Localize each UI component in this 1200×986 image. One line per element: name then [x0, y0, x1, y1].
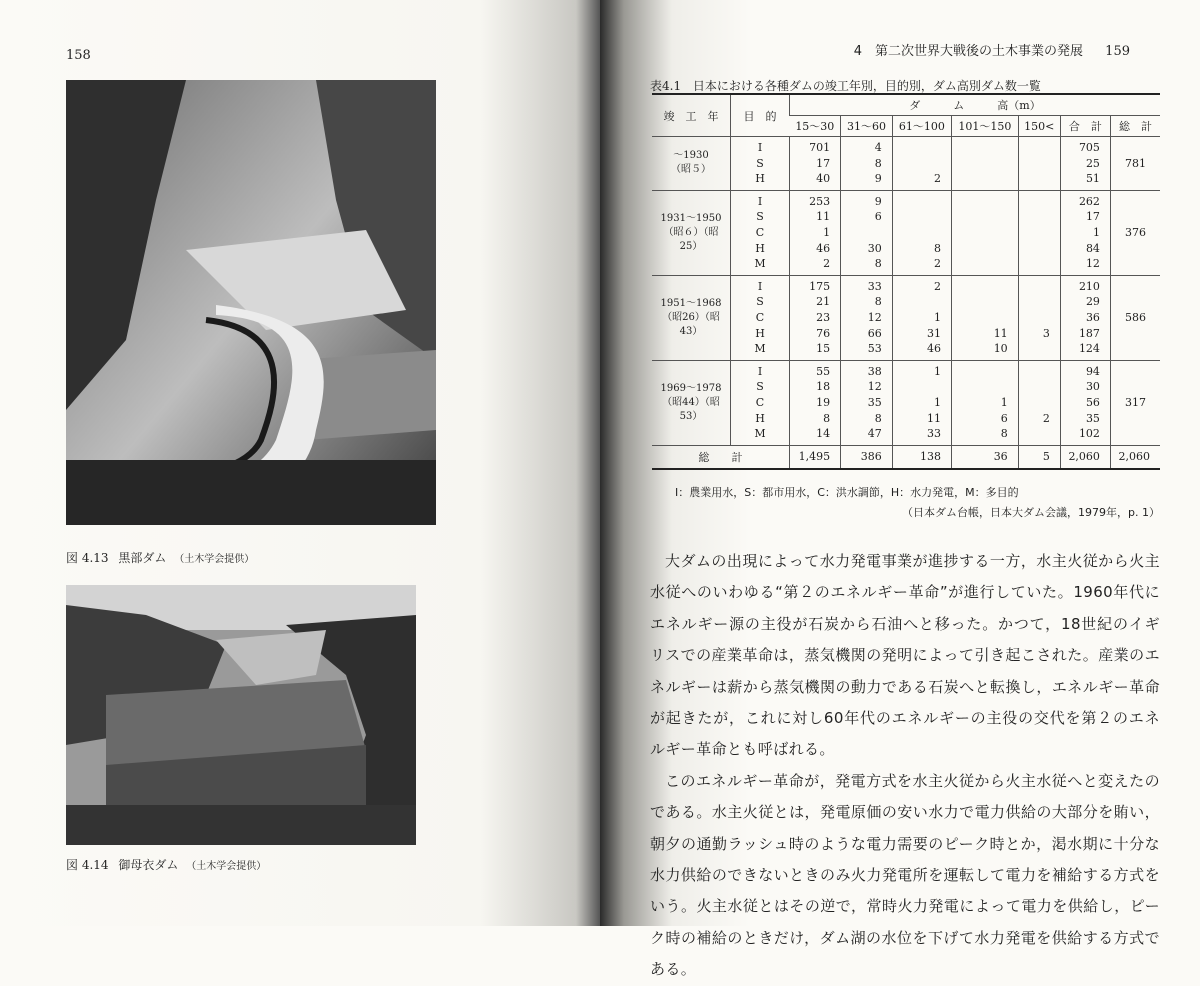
- figure-title: 御母衣ダム: [118, 858, 179, 872]
- cell-period: 1969～1978 （昭44）（昭53）: [652, 360, 731, 445]
- miboro-dam-image: [66, 585, 416, 845]
- header-purpose: 目 的: [731, 94, 790, 137]
- header-height-col: 101～150: [951, 116, 1018, 137]
- left-page: [0, 0, 600, 926]
- figure-number: 図 4.13: [66, 551, 109, 565]
- cell-grand-total: 586: [1110, 275, 1160, 360]
- table-source: （日本ダム台帳，日本大ダム会議，1979年，p. 1）: [902, 506, 1160, 519]
- table-total-row: [652, 445, 1160, 469]
- cell-count: 1 6 8: [951, 360, 1018, 445]
- table-title-text: 日本における各種ダムの竣工年別，目的別，ダム高別ダム数一覧: [692, 79, 1041, 93]
- cell-purpose: I S H: [731, 137, 790, 191]
- figure-source: （土木学会提供）: [186, 861, 267, 872]
- table-row-group: [652, 190, 1160, 275]
- table-row-group: [652, 137, 1160, 191]
- paragraph: このエネルギー革命が，発電方式を水主火従から火主水従へと変えたのである。水主火従とは，発電原価の安い水力で電力供給の大部分を賄い，朝夕の通勤ラッシュ時のような電力需要のピーク時とか，渇水期に十分な水力供給のできないときのみ火力発電所を運転して電力を補給する方式をいう。火主水従とはその逆で，常時火力発電によって電力を供給し，ピーク時の補給のときだけ，ダム湖の水位を下げて水力発電を供給する方式である。: [650, 771, 1160, 979]
- table-row-group: [652, 360, 1160, 445]
- header-height-col: 31～60: [841, 116, 893, 137]
- cell-count: 94 30 56 35 102: [1060, 360, 1110, 445]
- left-page-number: 158: [66, 48, 91, 63]
- figure-source: （土木学会提供）: [174, 554, 255, 565]
- cell-count: 262 17 1 84 12: [1060, 190, 1110, 275]
- header-subtotal: 合 計: [1060, 116, 1110, 137]
- running-head: [854, 40, 1130, 59]
- cell-count: 2: [1018, 360, 1060, 445]
- running-head-title: 4 第二次世界大戦後の土木事業の発展: [853, 44, 1084, 59]
- cell-count: 38 12 35 8 47: [841, 360, 893, 445]
- cell-count: 3: [1018, 275, 1060, 360]
- cell-count: 210 29 36 187 124: [1060, 275, 1110, 360]
- total-value: 5: [1018, 445, 1060, 469]
- kurobe-dam-photo: [66, 80, 436, 525]
- header-height-col: 61～100: [892, 116, 951, 137]
- cell-count: 2: [892, 137, 951, 191]
- kurobe-dam-image: [66, 80, 436, 525]
- cell-count: 175 21 23 76 15: [790, 275, 841, 360]
- figure-title: 黒部ダム: [118, 551, 167, 565]
- header-height-col: 150<: [1018, 116, 1060, 137]
- dam-count-table: [652, 93, 1160, 470]
- cell-count: 4 8 9: [841, 137, 893, 191]
- cell-count: 9 6 30 8: [841, 190, 893, 275]
- cell-count: 701 17 40: [790, 137, 841, 191]
- paragraph: 大ダムの出現によって水力発電事業が進捗する一方，水主火従から火主水従へのいわゆる“第２のエネルギー革命”が進行していた。1960年代にエネルギー源の主役が石炭から石油へと移った。かつて，18世紀のイギリスでの産業革命は，蒸気機関の発明によって引き起こされた。産業のエネルギーは薪から蒸気機関の動力である石炭へと転換し，エネルギー革命が起きたが，これに対し60年代のエネルギーの主役の交代を第２のエネルギー革命とも呼ばれる。: [650, 552, 1160, 759]
- cell-count: [1018, 137, 1060, 191]
- body-text: [650, 546, 1160, 986]
- right-page-number: 159: [1105, 44, 1130, 59]
- cell-count: 8 2: [892, 190, 951, 275]
- cell-count: 55 18 19 8 14: [790, 360, 841, 445]
- cell-purpose: I S C H M: [731, 275, 790, 360]
- header-height-col: 15～30: [790, 116, 841, 137]
- cell-count: 11 10: [951, 275, 1018, 360]
- total-value: 1,495: [790, 445, 841, 469]
- table-body: [652, 137, 1160, 469]
- cell-purpose: I S C H M: [731, 190, 790, 275]
- cell-count: 33 8 12 66 53: [841, 275, 893, 360]
- miboro-dam-photo: [66, 585, 416, 845]
- total-value: 2,060: [1110, 445, 1160, 469]
- cell-purpose: I S C H M: [731, 360, 790, 445]
- cell-grand-total: 317: [1110, 360, 1160, 445]
- total-label: 総 計: [652, 445, 790, 469]
- cell-count: 2 1 31 46: [892, 275, 951, 360]
- total-value: 36: [951, 445, 1018, 469]
- table-row-group: [652, 275, 1160, 360]
- cell-count: 1 1 11 33: [892, 360, 951, 445]
- cell-grand-total: 376: [1110, 190, 1160, 275]
- total-value: 138: [892, 445, 951, 469]
- total-value: 386: [841, 445, 893, 469]
- cell-count: [951, 137, 1018, 191]
- cell-grand-total: 781: [1110, 137, 1160, 191]
- header-period: 竣 工 年: [652, 94, 731, 137]
- cell-period: 1951～1968 （昭26）（昭43）: [652, 275, 731, 360]
- cell-period: 1931～1950 （昭６）（昭25）: [652, 190, 731, 275]
- cell-count: [951, 190, 1018, 275]
- table-note: I：農業用水，S：都市用水，C：洪水調節，H：水力発電，M：多目的: [675, 486, 1019, 499]
- header-grand-total: 総 計: [1110, 116, 1160, 137]
- table-number: 表4.1: [650, 79, 682, 93]
- table-title: [650, 77, 1041, 94]
- cell-period: ～1930 （昭５）: [652, 137, 731, 191]
- figure-number: 図 4.14: [66, 858, 109, 872]
- figure-caption-4-13: [66, 549, 254, 566]
- cell-count: [1018, 190, 1060, 275]
- figure-caption-4-14: [66, 856, 266, 873]
- header-dam-height: ダ ム 高（m）: [790, 94, 1161, 116]
- cell-count: 253 11 1 46 2: [790, 190, 841, 275]
- cell-count: 705 25 51: [1060, 137, 1110, 191]
- total-value: 2,060: [1060, 445, 1110, 469]
